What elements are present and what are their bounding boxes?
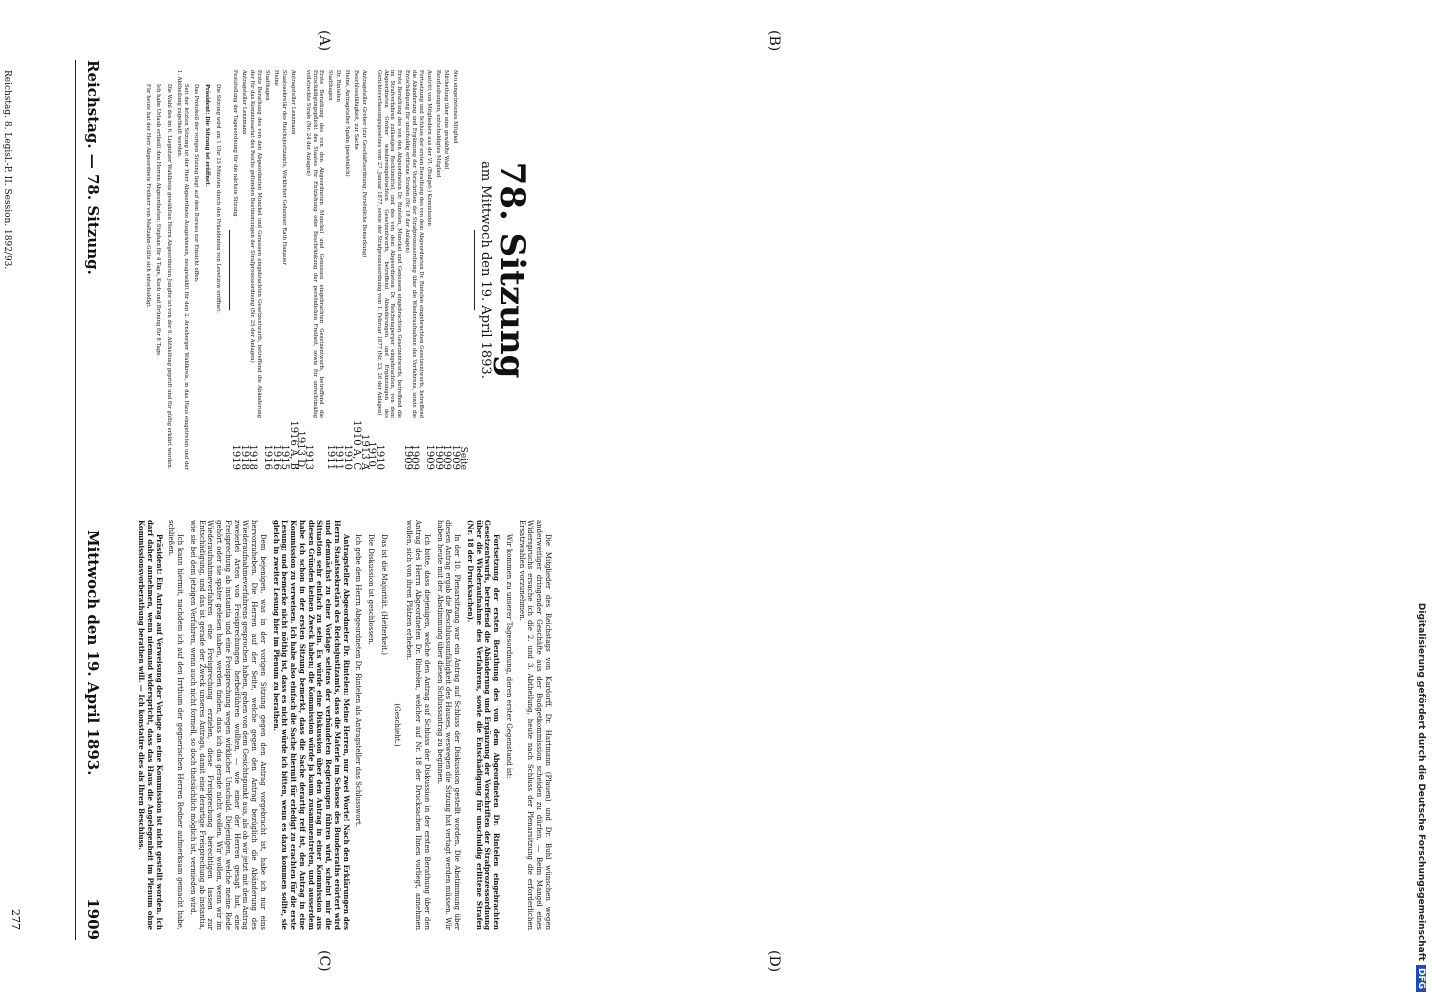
running-header [78,60,102,940]
paragraph: Präsident: Ein Antrag auf Verweisung der Vorlage an eine Kommission ist nicht gestellt worden. Ich darf daher annehmen, wenn niemand widerspricht, dass das Haus die Angelegenheit im Plenum ohne Kommissionsvorberathung berathen will. — Ich konstatire dies als Ihren Beschluss. [137,520,164,930]
paragraph: Fortsetzung der ersten Berathung des von dem Abgeordneten Dr. Rintelen eingebrachten Gesetzentwurfs, betreffend die Abänderung und Ergänzung der Vorschriften der Strafprozessordnung über die Wiederaufnahme des Verfahrens, sowie die Entschädigung für unschuldig erlittene Strafen (Nr. 18 der Drucksachen). [466,520,502,930]
toc-item-text: Beurlaubungen, entschuldigtes Mitglied [434,70,441,178]
toc-header: Seite [458,446,469,470]
toc-item [432,70,444,470]
header-rule [75,60,76,940]
toc-item-text: Staatssekretär des Reichsjustizamts, Wirklicher Geheimer Rath Hanauer [281,70,288,265]
table-of-contents [230,70,461,470]
paragraph: Ich gebe dem Herrn Abgeordneten Dr. Rintelen als Antragsteller das Schlusswort. [354,534,363,827]
paragraph: In der 10. Plenarsitzung war ein Antrag auf Schluss der Diskussion gestellt worden. Die Abstimmung über diesen Antrag ergab die Beschlussunfähigkeit des Hauses, weswegen die Sitzung hat vertagt werden müssen. Wir haben heute mit der Abstimmung über diesen Schlussantrag zu beginnen. [435,520,462,930]
toc-item [324,70,336,470]
toc-item [376,70,402,470]
toc-item-text: Erste Berathung des von den Abgeordneten Munckel und Genossen eingebrachten Gesetzentwurfs, betreffend die Abänderung der für das Kommissariat des Reichs geltenden Bestimmungen der Strafprozessordnung (Nr. 25 der Anlagen) [249,70,262,418]
paragraph: Die Mitglieder des Reichstags von Kardorff, Dr. Hartmann (Plauen) und Dr. Buhl wünschen wegen anderweitiger dringender Geschäfte aus der Budgetkommission scheiden zu dürfen. — Beim Mangel eines Widerspruchs ersuche ich die 2. und 3. Abtheilung, heute nach Schluss der Plenarsitzung die erforderlichen Ersatzwahlen vorzunehmen. [517,520,552,930]
toc-item-page: 1916 [262,444,274,470]
margin-letter-a: (A) [316,30,332,52]
title-rule [474,230,475,310]
toc-item-text: Erste Berathung des von den Abgeordneten Munckel und Genossen eingebrachten Gesetzentwurfs, betreffend die Entschädigungspflicht des Staates für Entziehung oder Beschränkung der persönlichen Freiheit, sowie für unrechtmäßig vollstreckte Strafe (Nr. 24 der Anlagen) [305,70,325,418]
footer-page-number: 277 [9,909,22,930]
toc-item [424,70,436,470]
toc-item-page: 1910 A, C [350,420,362,470]
toc-item-page: 1910 [342,444,353,470]
header-page-number: 1909 [84,898,102,940]
toc-item-text: Stadthagen [326,70,333,101]
toc-item-page: 1915 [279,444,291,470]
toc-item-text: Heine [272,70,279,86]
toc-item-text: Fortsetzung und Schluss der ersten Berathung des von dem Abgeordneten Dr. Rintelen eingebrachten Gesetzentwurfs, betreffend die Abänderung und Ergänzung der Vorschriften der Strafprozessordnung über die Wiederaufnahme des Verfahrens, sowie die Entschädigung für unschuldig erlittene Strafen (Nr. 18 der Anlagen) [404,70,424,418]
paragraph: Antragsteller Abgeordneter Dr. Rintelen: Meine Herren, nur zwei Worte! Nach den Erklärungen des Herrn Staatssekretärs des Reichsjustizamts, dass die Materie im Schosse des Bundesraths erörtert wird und demnächst zu einer Vorlage seitens der verbündeten Regierungen führen wird, scheint mir die Situation sehr einfach zu sein. Es würde eine Diskussion über den Antrag in einer Kommission aus diesen Gründen keinen Zweck haben; die Kommission würde ja kaum zusammentreten, und ausserdem habe ich schon in der ersten Sitzung bemerkt, dass die Sache derartig reif ist, den Antrag in eine Kommission zu verweisen. Ich habe also einfach die Sache hiermit für erledigt zu erachten für die erste Lesung; und bemerke nicht nöthig ist, dass es nicht würde ich bitten, wenn es dazu kommen sollte, sie gleich in zweiter Lesung hier im Plenum zu berathen. [271,520,351,930]
toc-item-text: Dr. Rintelen [335,70,342,102]
toc-item-page: 1913 [303,444,315,470]
toc-item [404,70,424,470]
toc-rule [229,230,230,310]
toc-item-text: Feststellung der Tagesordnung für die nächste Sitzung [232,70,239,217]
toc-item [288,70,306,470]
paragraph: Ich bitte, dass diejenigen, welche den Antrag auf Schluss der Diskussion in der ersten Berathung über den Antrag des Herrn Abgeordneten Dr. Rintelen, welcher auf Nr. 18 der Drucksachen Ihnen vorliegt, annehmen wollen, sich von ihren Plätzen erheben. [405,520,431,930]
paragraph: (Geschieht.) [392,703,401,747]
toc-item [279,70,291,470]
toc-item-text: Antragsteller Lenzmann [240,70,247,135]
toc-item-page: 1911 [333,444,345,470]
header-center: Mittwoch den 19. April 1893. [84,530,102,776]
toc-item-text: Stadthagen [264,70,271,101]
toc-item-page: 1909 [441,444,453,470]
toc-item [249,70,262,470]
session-title: 78. Sitzung [492,161,532,379]
paragraph: Ich kann hiermit, nachdem ich auf den Irrthum der gegnerischen Herren Redner aufmerksam gemacht habe, schließen. [167,520,185,930]
toc-item [262,70,274,470]
toc-item-page: 1911 [324,444,336,470]
toc-item-text: Austritt von Mitgliedern aus der VI. (Budget-) Kommission [426,70,433,226]
paragraph: Die Wahl des im 6. Liegnitzer Wahlkreis gewählten Herrn Abgeordneten Jungfer ist von der 6. Abtheilung geprüft und für gültig erklärt worden. [165,84,172,470]
dfg-watermark [1406,0,1432,1000]
paragraph: Die Diskussion ist geschlossen. [367,534,376,645]
toc-item-text: Mittheilung über eine gewählte Wahl [443,70,450,170]
toc-item-text: Neu eingetretenes Mitglied [451,70,458,144]
watermark-label: Digitalisierung gefördert durch die Deutsche Forschungsgemeinschaft [1416,602,1426,961]
toc-item-page: 1910, 1913 A [359,434,377,470]
toc-item-page: 1919 [230,444,242,470]
dfg-logo-icon: DFG [1416,965,1426,992]
right-body [137,520,553,930]
paragraph: Das Protokoll der vorigen Sitzung liegt auf dem Bureau zur Einsicht offen. [193,84,200,283]
toc-item [449,70,461,470]
session-subtitle: am Mittwoch den 19. April 1893. [478,161,493,379]
toc-item-page: 1909 [449,444,461,470]
right-column [133,520,553,930]
header-left: Reichstag. — 78. Sitzung. [84,60,102,275]
toc-item-page: 1918 [247,444,259,470]
paragraph: Für heute hat der Herr Abgeordnete Freiherr von Maltzahn-Gültz sich entschuldigt. [144,84,151,309]
left-body [144,70,221,470]
toc-item-page: 1909 1909 [402,444,421,470]
toc-item [230,70,242,470]
toc-item-text: Antragsteller Grober (zur Geschäftsordnung, Persönliche Bemerkung) [361,70,368,258]
watermark-text [1406,0,1426,1000]
toc-item-page: 1909 [432,444,444,470]
toc-item-text: Beschlussfähigkeit, zur Sache [352,70,359,150]
paragraph: Ich habe Urlaub ertheilt den Herren Abgeordneten: Stephan für 4 Tage, Koch und Brüning für 8 Tage. [155,84,162,357]
paragraph: Präsident: Die Sitzung ist eröffnet. [204,84,210,187]
footer-left: Reichstag. 8. Legisl.-P. II. Session. 1892/93. [2,70,12,270]
left-column [140,70,532,470]
toc-item-text: Heine, Antragsteller Spahn (persönlich) [344,70,350,177]
toc-item [342,70,353,470]
toc-item [350,70,362,470]
toc-item-text: Antragsteller Lenzmann [290,70,297,135]
toc-item [359,70,377,470]
toc-item-page: 1918 [238,444,250,470]
paragraph: Wir kommen zu unserer Tagesordnung, deren erster Gegenstand ist: [505,534,513,779]
toc-item-text: Erste Berathung des von den Abgeordneten Dr. Rintelen, Munckel und Genossen eingebrachten Gesetzentwurfs, betreffend die im Strafverfahren zulässigen Rechtsmittel, und des von dem Abgeordneten Dr. Reichensperger eingebrachten, von dem Abgeordneten Grober wiedereingebrachten Gesetzentwurfs, betreffend Abänderungen und Ergänzungen des Gerichtsverfassungsgesetzes vom 27. Januar 1877, sowie der Strafprozessordnung vom 1. Februar 1877 (Nr. 23, 26 der Anlagen) [376,70,402,418]
toc-item-page: 1910 [374,444,386,470]
toc-item [238,70,250,470]
toc-item [305,70,325,470]
paragraph: Die Sitzung wird um 1 Uhr 25 Minuten durch den Präsidenten von Levetzow eröffnet. [214,84,221,314]
toc-item-page: 1916 [270,444,282,470]
margin-letter-d: (D) [766,950,782,973]
toc-item-page: 1913 D, 1916 A, B [288,420,306,470]
toc-item [441,70,453,470]
paragraph: Seit der letzten Sitzung ist der Herr Abgeordnete Ausgewiesen, neugewählt für den 2. Arnsberger Wahlkreis, in das Haus eingetreten und der 1. Abtheilung zugetheilt worden. [176,70,189,470]
paragraph: Das ist die Majorität. (Heiterkeit.) [380,534,388,656]
toc-item-page: 1909 [424,444,436,470]
toc-item [270,70,282,470]
paragraph: Dem bejenigen, was in der vorigen Sitzung gegen den Antrag vorgebracht ist, habe ich nur eins hervorzuheben. Die Herren auf der Seite, welche gegen den Antrag bezüglich die Abänderung des Wiederaufnahmeverfahrens gesprochen haben, gehen von dem Gesichtspunkt aus, als ob wir jetzt mit dem Antrag zweierlei Arten von Freisprechungen herbeiführen wollten, — wie einer der Herren gesagt hat, eine Freisprechung ab instantia und eine Freisprechung wegen wirklicher Unschuld. Diejenigen, welche meine Rede gehört oder sie später gelesen haben, werden finden, dass ich das gerade nicht wollen. Wir wollen, wenn wir im Wiederaufnahmeverfahren eine Freisprechung erzielen, diese Freisprechung berechtigen lassen zur Entschädigung, und das ist gerade der Zweck unseres Antrags, damit eine derartige Freisprechung ab instantia, wie sie bei dem jetzigen Verfahren, wenn auch nicht formell, so doch thatsächlich möglich ist, vermieden wird. [189,520,267,930]
toc-item [333,70,345,470]
margin-letter-c: (C) [316,950,332,972]
margin-letter-b: (B) [766,30,782,52]
